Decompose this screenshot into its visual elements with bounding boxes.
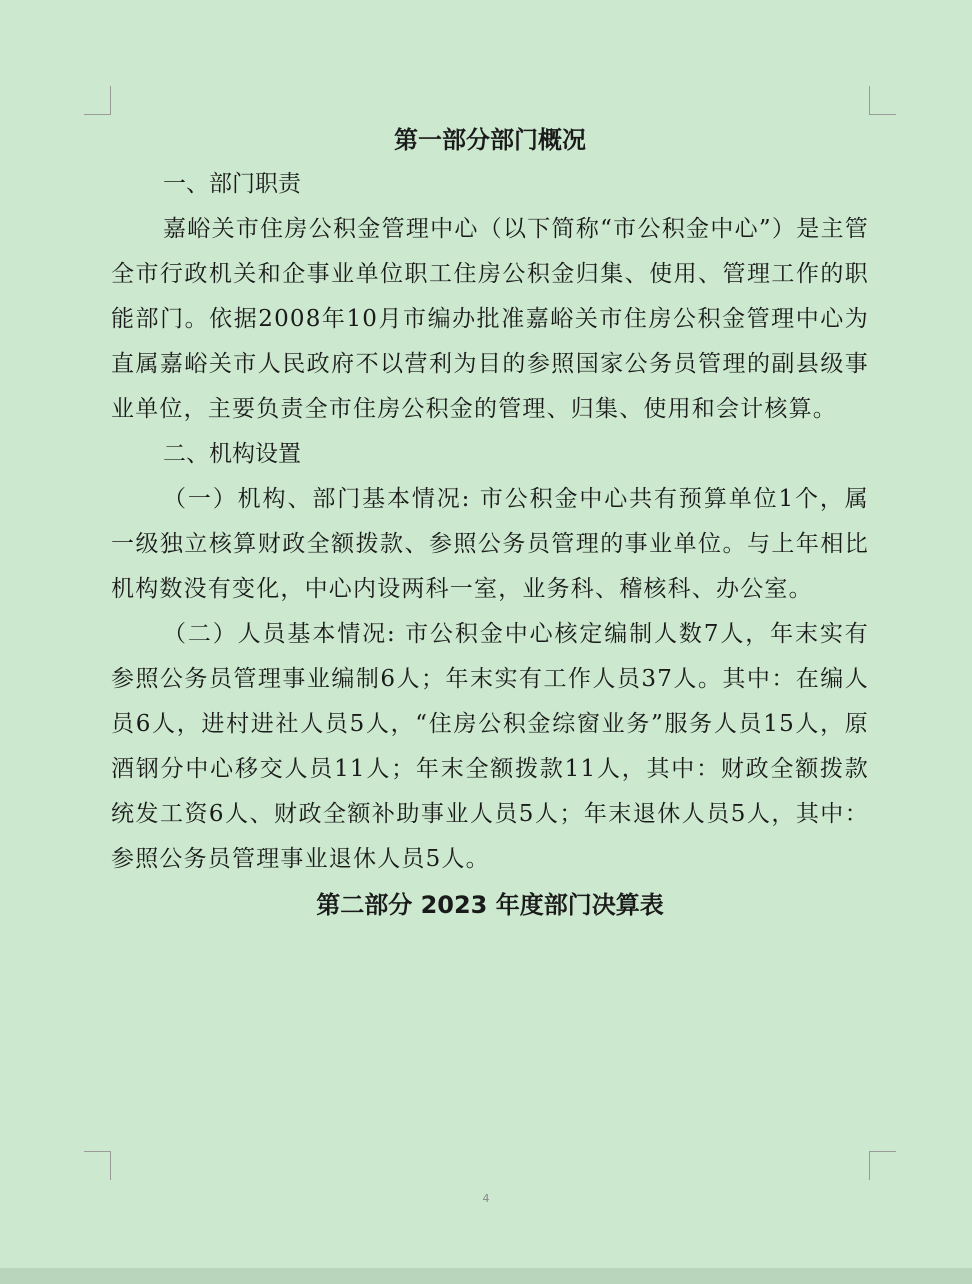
crop-mark-bottom-right — [869, 1151, 896, 1180]
page-content — [111, 118, 869, 928]
crop-mark-top-right — [869, 86, 896, 115]
paragraph-responsibilities: 嘉峪关市住房公积金管理中心（以下简称“市公积金中心”）是主管全市行政机关和企事业单位职工住房公积金归集、使用、管理工作的职能部门。依据2008年10月市编办批准嘉峪关市住房公积金管理中心为直属嘉峪关市人民政府不以营利为目的参照国家公务员管理的副县级事业单位，主要负责全市住房公积金的管理、归集、使用和会计核算。 — [111, 216, 869, 422]
paragraph-organization: （一）机构、部门基本情况: 市公积金中心共有预算单位1个，属一级独立核算财政全额拨款、参照公务员管理的事业单位。与上年相比机构数没有变化，中心内设两科一室，业务科、稽核科、办公室。 — [111, 486, 869, 602]
page-number: 4 — [482, 1192, 490, 1205]
crop-mark-top-left — [84, 86, 111, 115]
section-heading-organization: 二、机构设置 — [163, 441, 301, 467]
page-title: 第一部分部门概况 — [394, 126, 586, 154]
section-title-final-accounts: 第二部分 2023 年度部门决算表 — [316, 891, 664, 919]
paragraph-personnel: （二）人员基本情况: 市公积金中心核定编制人数7人，年末实有参照公务员管理事业编制6人；年末实有工作人员37人。其中：在编人员6人，进村进社人员5人，“住房公积金综窗业务”服务人员15人，原酒钢分中心移交人员11人；年末全额拨款11人，其中：财政全额拨款统发工资6人、财政全额补助事业人员5人；年末退休人员5人，其中：参照公务员管理事业退休人员5人。 — [111, 621, 869, 872]
crop-mark-bottom-left — [84, 1151, 111, 1180]
bottom-scroll-strip — [0, 1268, 972, 1284]
section-heading-responsibilities: 一、部门职责 — [163, 171, 301, 197]
